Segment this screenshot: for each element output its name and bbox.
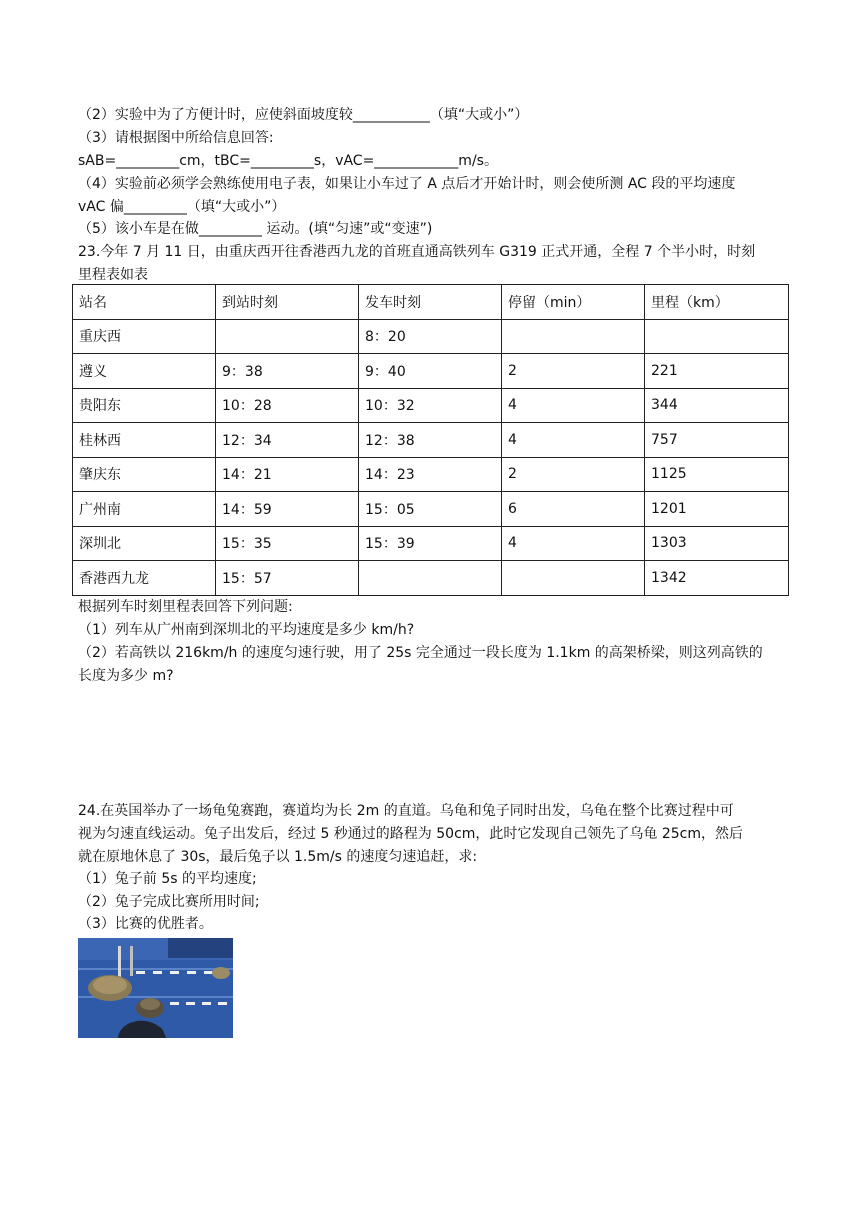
table-row (73, 492, 789, 527)
table-cell: 9：40 (359, 354, 502, 389)
table-cell: 1303 (645, 526, 789, 561)
table-cell (359, 561, 502, 596)
header-cell: 发车时刻 (359, 285, 502, 320)
header-cell: 到站时刻 (216, 285, 359, 320)
q23-intro-cont: 里程表如表 (78, 267, 148, 283)
table-cell: 757 (645, 423, 789, 458)
header-cell: 停留（min） (502, 285, 645, 320)
table-cell (216, 319, 359, 354)
table-cell: 15：39 (359, 526, 502, 561)
table-cell: 遵义 (73, 354, 216, 389)
table-cell: 12：34 (216, 423, 359, 458)
table-cell: 1125 (645, 457, 789, 492)
table-cell: 广州南 (73, 492, 216, 527)
table-cell (645, 319, 789, 354)
table-header-row (73, 285, 789, 320)
table-cell: 14：23 (359, 457, 502, 492)
table-cell: 重庆西 (73, 319, 216, 354)
q24-question-1: （1）兔子前 5s 的平均速度; (78, 871, 257, 887)
table-cell: 4 (502, 423, 645, 458)
q24-intro-cont-1: 视为匀速直线运动。兔子出发后，经过 5 秒通过的路程为 50cm，此时它发现自己领先了乌龟 25cm，然后 (78, 826, 744, 842)
table-cell: 8：20 (359, 319, 502, 354)
table-cell: 14：21 (216, 457, 359, 492)
q24-question-3: （3）比赛的优胜者。 (78, 916, 213, 932)
table-cell: 肇庆东 (73, 457, 216, 492)
table-cell: 4 (502, 388, 645, 423)
timetable (72, 284, 789, 596)
table-cell: 1342 (645, 561, 789, 596)
table-row (73, 354, 789, 389)
q24-intro-cont-2: 就在原地休息了 30s，最后兔子以 1.5m/s 的速度匀速追赶，求: (78, 849, 478, 865)
table-row (73, 423, 789, 458)
q24-intro: 24.在英国举办了一场龟兔赛跑，赛道均为长 2m 的直道。乌龟和兔子同时出发，乌龟在整个比赛过程中可 (78, 803, 734, 819)
table-cell: 桂林西 (73, 423, 216, 458)
table-cell: 15：35 (216, 526, 359, 561)
header-cell: 站名 (73, 285, 216, 320)
q24-question-2: （2）兔子完成比赛所用时间; (78, 894, 260, 910)
q22-part3-blanks: sAB=_________cm，tBC=_________s，vAC=____________m/s。 (78, 153, 498, 169)
q22-part3: （3）请根据图中所给信息回答: (78, 130, 274, 146)
header-cell: 里程（km） (645, 285, 789, 320)
table-row (73, 526, 789, 561)
table-cell: 6 (502, 492, 645, 527)
table-cell: 2 (502, 354, 645, 389)
q23-question-1: （1）列车从广州南到深圳北的平均速度是多少 km/h? (78, 622, 415, 638)
table-cell: 15：05 (359, 492, 502, 527)
table-cell: 1201 (645, 492, 789, 527)
table-row (73, 319, 789, 354)
q22-part4-cont: vAC 偏_________（填“大或小”） (78, 199, 286, 215)
table-cell (502, 319, 645, 354)
table-row (73, 561, 789, 596)
table-cell: 9：38 (216, 354, 359, 389)
table-cell: 12：38 (359, 423, 502, 458)
q23-intro: 23.今年 7 月 11 日，由重庆西开往香港西九龙的首班直通高铁列车 G319 正式开通，全程 7 个半小时，时刻 (78, 244, 756, 260)
table-cell (502, 561, 645, 596)
tortoise-race-photo (78, 938, 233, 1038)
table-cell: 10：32 (359, 388, 502, 423)
q23-question-2-cont: 长度为多少 m? (78, 668, 174, 684)
q23-prompt: 根据列车时刻里程表回答下列问题: (78, 599, 293, 615)
q22-part4: （4）实验前必须学会熟练使用电子表，如果让小车过了 A 点后才开始计时，则会使所测 AC 段的平均速度 (78, 176, 736, 192)
table-cell: 4 (502, 526, 645, 561)
q22-part2: （2）实验中为了方便计时，应使斜面坡度较___________（填“大或小”） (78, 107, 529, 123)
table-cell: 221 (645, 354, 789, 389)
table-cell: 14：59 (216, 492, 359, 527)
table-cell: 344 (645, 388, 789, 423)
table-cell: 贵阳东 (73, 388, 216, 423)
table-row (73, 388, 789, 423)
table-cell: 15：57 (216, 561, 359, 596)
q23-question-2: （2）若高铁以 216km/h 的速度匀速行驶，用了 25s 完全通过一段长度为 1.1km 的高架桥梁，则这列高铁的 (78, 645, 763, 661)
q22-part5: （5）该小车是在做_________ 运动。(填“匀速”或“变速”) (78, 221, 433, 237)
table-cell: 2 (502, 457, 645, 492)
table-row (73, 457, 789, 492)
table-cell: 深圳北 (73, 526, 216, 561)
table-cell: 10：28 (216, 388, 359, 423)
table-cell: 香港西九龙 (73, 561, 216, 596)
